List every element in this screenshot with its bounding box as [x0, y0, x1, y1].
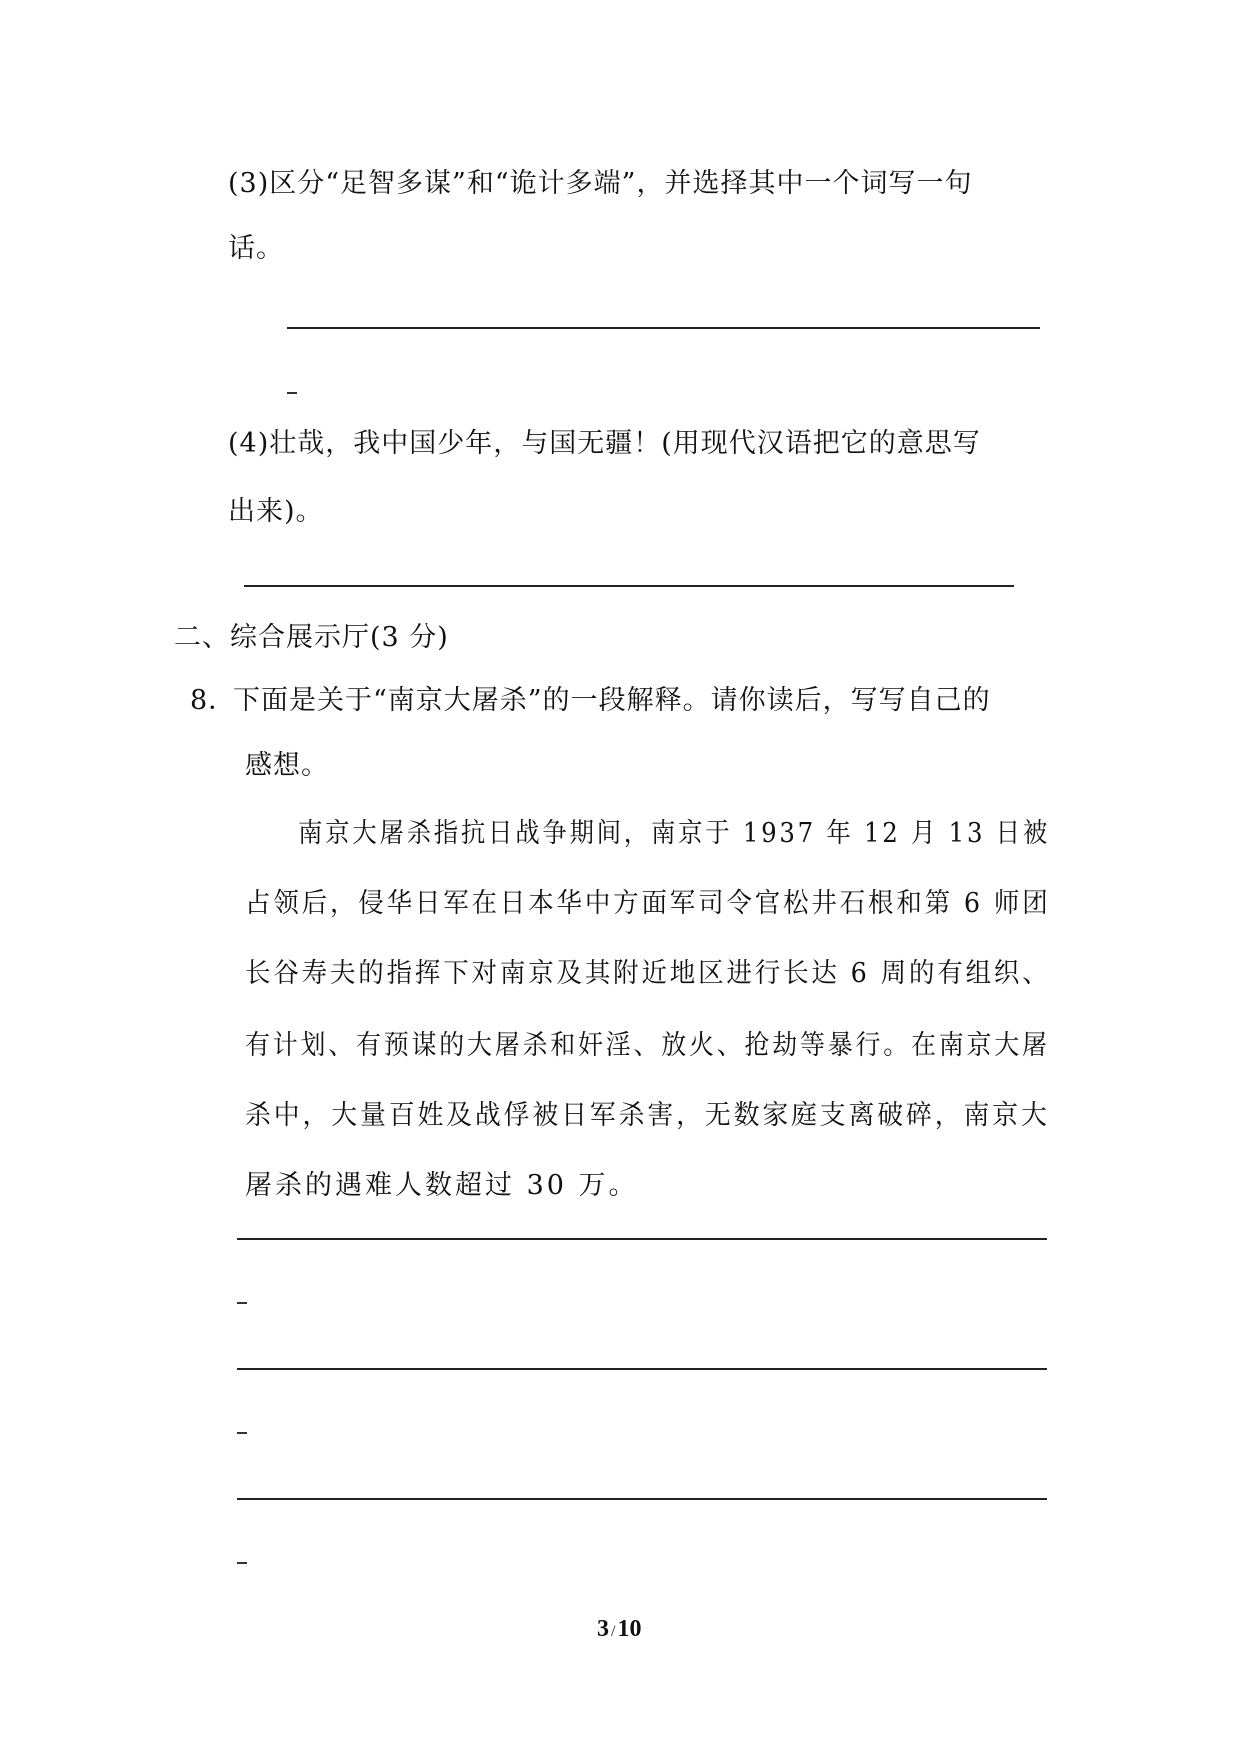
q8-line1: 下面是关于“南京大屠杀”的一段解释。请你读后，写写自己的: [233, 685, 991, 716]
page-separator: /: [611, 1623, 616, 1640]
section-heading: 二、综合展示厅(3 分): [174, 622, 449, 653]
passage-line: 有计划、有预谋的大屠杀和奸淫、放火、抢劫等暴行。在南京大屠: [245, 1030, 1050, 1061]
passage-line: 南京大屠杀指抗日战争期间，南京于 1937 年 12 月 13 日被: [298, 818, 1050, 849]
q8-answer-line-3[interactable]: [237, 1498, 1047, 1500]
passage-line: 占领后，侵华日军在日本华中方面军司令官松井石根和第 6 师团: [245, 888, 1051, 919]
q8-answer-line-2-end: [237, 1432, 247, 1434]
q8-number: 8．: [190, 685, 237, 716]
q4-line1: (4)壮哉，我中国少年，与国无疆！(用现代汉语把它的意思写: [228, 428, 981, 459]
q3-line1: (3)区分“足智多谋”和“诡计多端”，并选择其中一个词写一句: [228, 168, 973, 199]
passage-line: 屠杀的遇难人数超过 30 万。: [245, 1170, 639, 1201]
passage-line: 杀中，大量百姓及战俘被日军杀害，无数家庭支离破碎，南京大: [245, 1100, 1050, 1131]
q8-answer-line-1[interactable]: [237, 1238, 1047, 1240]
page-current: 3: [597, 1616, 609, 1642]
q3-answer-line[interactable]: [287, 327, 1040, 329]
q8-line2: 感想。: [245, 750, 329, 781]
q3-answer-line-end: [287, 392, 297, 394]
passage-line: 长谷寿夫的指挥下对南京及其附近地区进行长达 6 周的有组织、: [245, 958, 1051, 989]
q8-answer-line-3-end: [237, 1562, 247, 1564]
page-total: 10: [617, 1616, 642, 1642]
page-number: [597, 1616, 641, 1643]
q8-answer-line-2[interactable]: [237, 1368, 1047, 1370]
q3-line2: 话。: [228, 233, 284, 264]
q4-answer-line[interactable]: [244, 585, 1014, 587]
q8-answer-line-1-end: [237, 1302, 247, 1304]
q4-line2: 出来)。: [228, 496, 324, 527]
